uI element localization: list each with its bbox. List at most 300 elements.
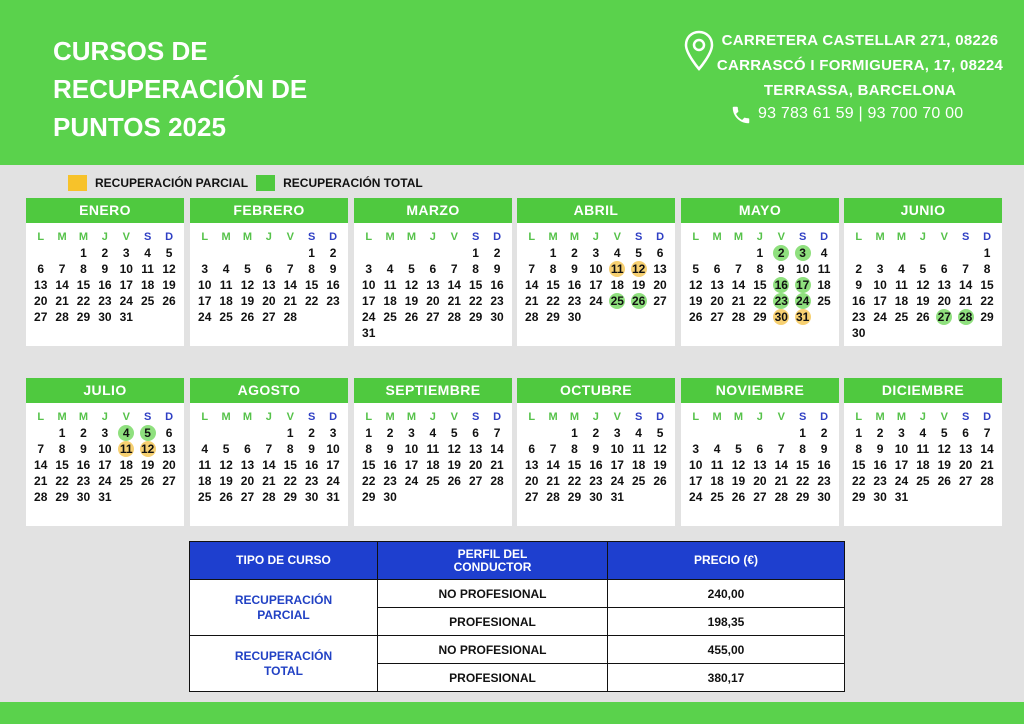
day-cell: 29 — [980, 310, 994, 324]
day-cell: 26 — [404, 310, 419, 324]
day-cell: 18 — [219, 294, 233, 308]
day-cell: 7 — [983, 426, 991, 440]
empty-day — [444, 245, 465, 261]
month-julio — [26, 378, 184, 526]
weekday-label: J — [592, 231, 599, 243]
day-grid — [681, 403, 839, 509]
weekday-label: S — [143, 231, 152, 243]
empty-day — [869, 245, 890, 261]
day-cell: 7 — [58, 262, 66, 276]
day-cell: 22 — [362, 474, 376, 488]
weekday-label: D — [983, 411, 992, 423]
day-cell: 18 — [426, 458, 440, 472]
day-total: 3 — [792, 245, 813, 261]
day-cell: 18 — [383, 294, 397, 308]
month-febrero — [190, 198, 348, 346]
day-cell: 27 — [753, 490, 767, 504]
weekday-label: M — [78, 411, 89, 423]
day-cell: 19 — [219, 474, 233, 488]
day-cell: 21 — [525, 294, 539, 308]
day-cell: 8 — [549, 262, 557, 276]
day-cell: 30 — [567, 310, 582, 324]
empty-day — [848, 245, 869, 261]
day-cell: 28 — [283, 310, 297, 324]
day-cell: 10 — [795, 262, 810, 276]
day-cell: 23 — [98, 294, 112, 308]
tipo-cell: RECUPERACIÓN TOTAL — [190, 636, 378, 692]
day-cell: 10 — [689, 458, 703, 472]
day-cell: 9 — [592, 442, 600, 456]
day-cell: 22 — [753, 294, 767, 308]
day-cell: 9 — [876, 442, 884, 456]
day-cell: 4 — [386, 262, 394, 276]
day-cell: 29 — [567, 490, 582, 504]
day-cell: 7 — [37, 442, 45, 456]
day-cell: 23 — [567, 294, 582, 308]
day-cell: 24 — [98, 474, 112, 488]
day-cell: 27 — [710, 310, 724, 324]
day-cell: 17 — [589, 278, 603, 292]
day-cell: 5 — [165, 246, 173, 260]
day-cell: 24 — [198, 310, 212, 324]
empty-day — [771, 425, 792, 441]
day-grid — [517, 223, 675, 329]
day-cell: 15 — [795, 458, 810, 472]
empty-day — [215, 245, 236, 261]
day-cell: 6 — [37, 262, 45, 276]
day-cell: 26 — [937, 474, 951, 488]
day-cell: 25 — [426, 474, 440, 488]
day-cell: 26 — [653, 474, 667, 488]
perfil-cell: NO PROFESIONAL — [378, 580, 608, 608]
day-cell: 5 — [408, 262, 415, 276]
day-cell: 10 — [198, 278, 212, 292]
day-cell: 2 — [101, 246, 109, 260]
day-cell: 18 — [631, 458, 646, 472]
day-cell: 4 — [144, 246, 151, 260]
day-cell: 6 — [962, 426, 969, 440]
day-cell: 16 — [567, 278, 582, 292]
day-cell: 25 — [894, 310, 909, 324]
weekday-label: M — [57, 231, 67, 243]
day-cell: 22 — [468, 294, 483, 308]
day-cell: 9 — [329, 262, 337, 276]
day-cell: 6 — [265, 262, 273, 276]
day-cell: 23 — [76, 474, 91, 488]
month-name: DICIEMBRE — [844, 378, 1002, 403]
day-cell: 24 — [326, 474, 340, 488]
day-cell: 31 — [119, 310, 133, 324]
weekday-label: M — [733, 411, 744, 423]
day-cell: 14 — [958, 278, 973, 292]
day-total: 28 — [958, 310, 973, 324]
day-cell: 16 — [873, 458, 887, 472]
day-cell: 24 — [362, 310, 376, 324]
weekday-label: M — [385, 231, 395, 243]
day-total: 5 — [137, 425, 158, 441]
day-cell: 30 — [873, 490, 887, 504]
day-total: 24 — [795, 294, 810, 308]
month-noviembre — [681, 378, 839, 526]
day-cell: 4 — [635, 426, 642, 440]
weekday-label: J — [756, 231, 763, 243]
precio-cell: 240,00 — [608, 580, 845, 608]
weekday-label: M — [733, 231, 744, 243]
day-cell: 24 — [873, 310, 887, 324]
weekday-label: M — [78, 231, 89, 243]
day-cell: 22 — [795, 474, 810, 488]
day-cell: 8 — [799, 442, 806, 456]
day-cell: 1 — [855, 426, 863, 440]
precio-cell: 198,35 — [608, 608, 845, 636]
legend-partial-label: RECUPERACIÓN PARCIAL — [95, 176, 249, 190]
weekday-label: M — [406, 231, 417, 243]
day-cell: 29 — [76, 310, 91, 324]
day-cell: 5 — [735, 442, 742, 456]
day-cell: 13 — [958, 442, 973, 456]
day-cell: 17 — [689, 474, 703, 488]
day-cell: 13 — [468, 442, 483, 456]
weekday-label: S — [471, 411, 480, 423]
day-cell: 17 — [198, 294, 212, 308]
day-cell: 3 — [876, 262, 884, 276]
day-cell: 25 — [916, 474, 930, 488]
day-cell: 28 — [731, 310, 746, 324]
weekday-label: D — [329, 411, 338, 423]
phone-icon — [730, 104, 752, 126]
day-cell: 12 — [916, 278, 930, 292]
day-cell: 1 — [756, 246, 764, 260]
day-cell: 22 — [76, 294, 91, 308]
day-cell: 27 — [525, 490, 539, 504]
day-cell: 18 — [140, 278, 155, 292]
weekday-label: S — [961, 231, 970, 243]
day-cell: 15 — [362, 458, 376, 472]
weekday-label: M — [385, 411, 395, 423]
day-cell: 10 — [98, 442, 112, 456]
perfil-cell: NO PROFESIONAL — [378, 636, 608, 664]
day-cell: 2 — [571, 246, 578, 260]
day-cell: 6 — [528, 442, 536, 456]
weekday-label: D — [165, 231, 174, 243]
day-partial: 11 — [610, 262, 624, 276]
table-header-row — [190, 542, 845, 580]
day-cell: 12 — [937, 442, 951, 456]
weekday-label: M — [896, 411, 907, 423]
day-cell: 15 — [980, 278, 994, 292]
day-cell: 15 — [304, 278, 319, 292]
day-cell: 1 — [799, 426, 806, 440]
empty-day — [258, 425, 279, 441]
day-cell: 19 — [731, 474, 746, 488]
day-cell: 1 — [286, 426, 294, 440]
day-cell: 29 — [852, 490, 866, 504]
day-cell: 28 — [447, 310, 461, 324]
day-cell: 25 — [198, 490, 212, 504]
weekday-label: J — [265, 231, 272, 243]
weekday-label: M — [221, 411, 231, 423]
day-cell: 10 — [326, 442, 340, 456]
day-cell: 10 — [119, 262, 133, 276]
weekday-label: M — [406, 411, 417, 423]
day-cell: 27 — [958, 474, 973, 488]
weekday-label: V — [940, 411, 948, 423]
day-cell: 28 — [774, 490, 788, 504]
day-cell: 15 — [76, 278, 91, 292]
day-grid — [844, 223, 1002, 345]
day-cell: 21 — [958, 294, 973, 308]
month-name: MARZO — [354, 198, 512, 223]
weekday-label: S — [471, 231, 480, 243]
month-septiembre — [354, 378, 512, 526]
day-cell: 29 — [55, 490, 69, 504]
weekday-label: L — [365, 231, 373, 243]
month-agosto — [190, 378, 348, 526]
day-cell: 5 — [222, 442, 230, 456]
weekday-label: M — [896, 231, 907, 243]
day-cell: 9 — [386, 442, 394, 456]
day-cell: 28 — [262, 490, 276, 504]
day-cell: 16 — [817, 458, 831, 472]
day-cell: 16 — [852, 294, 866, 308]
weekday-label: L — [528, 411, 536, 423]
day-cell: 3 — [408, 426, 415, 440]
weekday-label: D — [820, 231, 829, 243]
day-cell: 8 — [983, 262, 991, 276]
weekday-label: L — [692, 411, 700, 423]
day-cell: 7 — [549, 442, 557, 456]
weekday-label: M — [712, 411, 722, 423]
weekday-label: V — [777, 411, 785, 423]
day-cell: 30 — [490, 310, 504, 324]
empty-day — [215, 425, 236, 441]
day-cell: 27 — [240, 490, 255, 504]
weekday-label: M — [875, 231, 885, 243]
weekday-label: V — [286, 411, 294, 423]
weekday-label: D — [329, 231, 338, 243]
day-cell: 14 — [525, 278, 539, 292]
day-cell: 12 — [689, 278, 703, 292]
day-cell: 24 — [689, 490, 703, 504]
day-grid — [26, 223, 184, 329]
day-cell: 8 — [472, 262, 479, 276]
day-cell: 6 — [656, 246, 664, 260]
weekday-label: V — [286, 231, 294, 243]
day-cell: 2 — [386, 426, 394, 440]
day-cell: 27 — [653, 294, 667, 308]
day-cell: 31 — [362, 326, 376, 340]
day-cell: 22 — [304, 294, 319, 308]
day-cell: 3 — [613, 426, 621, 440]
day-cell: 5 — [635, 246, 642, 260]
day-cell: 24 — [610, 474, 624, 488]
day-cell: 8 — [365, 442, 373, 456]
month-name: FEBRERO — [190, 198, 348, 223]
empty-day — [891, 245, 912, 261]
weekday-label: V — [940, 231, 948, 243]
day-cell: 22 — [283, 474, 297, 488]
day-cell: 21 — [55, 294, 69, 308]
empty-day — [728, 425, 749, 441]
day-cell: 6 — [472, 426, 479, 440]
day-cell: 6 — [244, 442, 251, 456]
day-cell: 9 — [493, 262, 501, 276]
day-cell: 27 — [34, 310, 48, 324]
day-cell: 21 — [490, 458, 504, 472]
day-cell: 22 — [546, 294, 560, 308]
empty-day — [542, 425, 563, 441]
weekday-label: M — [548, 231, 558, 243]
day-cell: 7 — [286, 262, 294, 276]
day-cell: 13 — [262, 278, 276, 292]
weekday-label: D — [165, 411, 174, 423]
day-cell: 25 — [383, 310, 397, 324]
day-cell: 21 — [34, 474, 48, 488]
day-cell: 3 — [201, 262, 209, 276]
day-cell: 21 — [980, 458, 994, 472]
day-cell: 29 — [362, 490, 376, 504]
day-cell: 5 — [919, 262, 927, 276]
day-grid — [354, 223, 512, 345]
weekday-label: V — [613, 411, 621, 423]
day-cell: 13 — [240, 458, 255, 472]
weekday-label: S — [143, 411, 152, 423]
day-cell: 6 — [713, 262, 721, 276]
weekday-label: S — [307, 411, 316, 423]
weekday-label: M — [569, 411, 580, 423]
legend — [68, 173, 431, 193]
day-cell: 19 — [631, 278, 646, 292]
day-cell: 24 — [119, 294, 133, 308]
day-cell: 6 — [756, 442, 764, 456]
day-cell: 23 — [490, 294, 504, 308]
day-cell: 4 — [201, 442, 209, 456]
month-junio — [844, 198, 1002, 346]
header-tipo: TIPO DE CURSO — [190, 542, 378, 580]
day-cell: 1 — [308, 246, 315, 260]
day-cell: 12 — [447, 442, 461, 456]
day-cell: 7 — [493, 426, 501, 440]
day-cell: 12 — [731, 458, 746, 472]
day-grid — [190, 223, 348, 329]
perfil-cell: PROFESIONAL — [378, 664, 608, 692]
day-cell: 2 — [855, 262, 863, 276]
day-cell: 8 — [308, 262, 315, 276]
day-partial: 12 — [140, 442, 155, 456]
day-cell: 29 — [753, 310, 767, 324]
day-cell: 9 — [820, 442, 828, 456]
day-cell: 18 — [916, 458, 930, 472]
empty-day — [237, 425, 258, 441]
day-cell: 13 — [162, 442, 176, 456]
day-total: 17 — [795, 278, 810, 292]
weekday-label: V — [122, 231, 130, 243]
weekday-label: M — [569, 231, 580, 243]
day-cell: 7 — [265, 442, 273, 456]
day-cell: 21 — [546, 474, 560, 488]
day-cell: 22 — [980, 294, 994, 308]
day-cell: 11 — [198, 458, 212, 472]
empty-day — [401, 245, 422, 261]
empty-day — [749, 425, 770, 441]
day-cell: 11 — [219, 278, 233, 292]
weekday-label: D — [656, 231, 665, 243]
weekday-label: V — [777, 231, 785, 243]
empty-day — [521, 245, 542, 261]
day-cell: 1 — [549, 246, 557, 260]
day-cell: 26 — [219, 490, 233, 504]
day-cell: 13 — [710, 278, 724, 292]
day-cell: 8 — [571, 442, 578, 456]
weekday-label: J — [101, 411, 108, 423]
day-cell: 15 — [546, 278, 560, 292]
day-cell: 20 — [937, 294, 951, 308]
day-cell: 17 — [98, 458, 112, 472]
day-cell: 4 — [898, 262, 905, 276]
day-cell: 12 — [240, 278, 255, 292]
title-line: CURSOS DE — [53, 36, 208, 66]
day-cell: 22 — [55, 474, 69, 488]
day-cell: 30 — [589, 490, 603, 504]
empty-day — [706, 245, 727, 261]
day-cell: 4 — [820, 246, 828, 260]
day-cell: 17 — [873, 294, 887, 308]
day-cell: 19 — [937, 458, 951, 472]
day-cell: 16 — [383, 458, 397, 472]
day-cell: 31 — [326, 490, 340, 504]
month-name: JUNIO — [844, 198, 1002, 223]
weekday-label: D — [820, 411, 829, 423]
day-cell: 13 — [525, 458, 539, 472]
day-cell: 23 — [383, 474, 397, 488]
day-cell: 23 — [852, 310, 866, 324]
weekday-label: J — [756, 411, 763, 423]
day-cell: 26 — [140, 474, 155, 488]
page-title — [53, 32, 307, 146]
day-cell: 20 — [34, 294, 48, 308]
day-grid — [190, 403, 348, 509]
empty-day — [194, 245, 215, 261]
day-cell: 24 — [894, 474, 909, 488]
day-cell: 25 — [140, 294, 155, 308]
weekday-label: L — [528, 231, 536, 243]
address-line: TERRASSA, BARCELONA — [763, 82, 957, 99]
day-cell: 20 — [958, 458, 973, 472]
day-cell: 14 — [283, 278, 297, 292]
day-cell: 23 — [873, 474, 887, 488]
month-diciembre — [844, 378, 1002, 526]
day-cell: 6 — [940, 262, 948, 276]
day-cell: 7 — [777, 442, 785, 456]
day-cell: 13 — [937, 278, 951, 292]
day-total: 16 — [774, 278, 788, 292]
empty-day — [912, 245, 933, 261]
day-cell: 11 — [895, 278, 908, 292]
day-cell: 5 — [940, 426, 948, 440]
empty-day — [358, 245, 379, 261]
weekday-label: D — [493, 231, 502, 243]
day-cell: 16 — [326, 278, 340, 292]
day-cell: 13 — [753, 458, 767, 472]
day-cell: 2 — [820, 426, 828, 440]
weekday-label: J — [101, 231, 108, 243]
address-line: CARRETERA CASTELLAR 271, 08226 — [721, 32, 999, 49]
day-cell: 31 — [610, 490, 624, 504]
empty-day — [280, 245, 301, 261]
price-table — [189, 541, 845, 692]
day-cell: 15 — [753, 278, 767, 292]
day-total: 27 — [937, 310, 951, 324]
